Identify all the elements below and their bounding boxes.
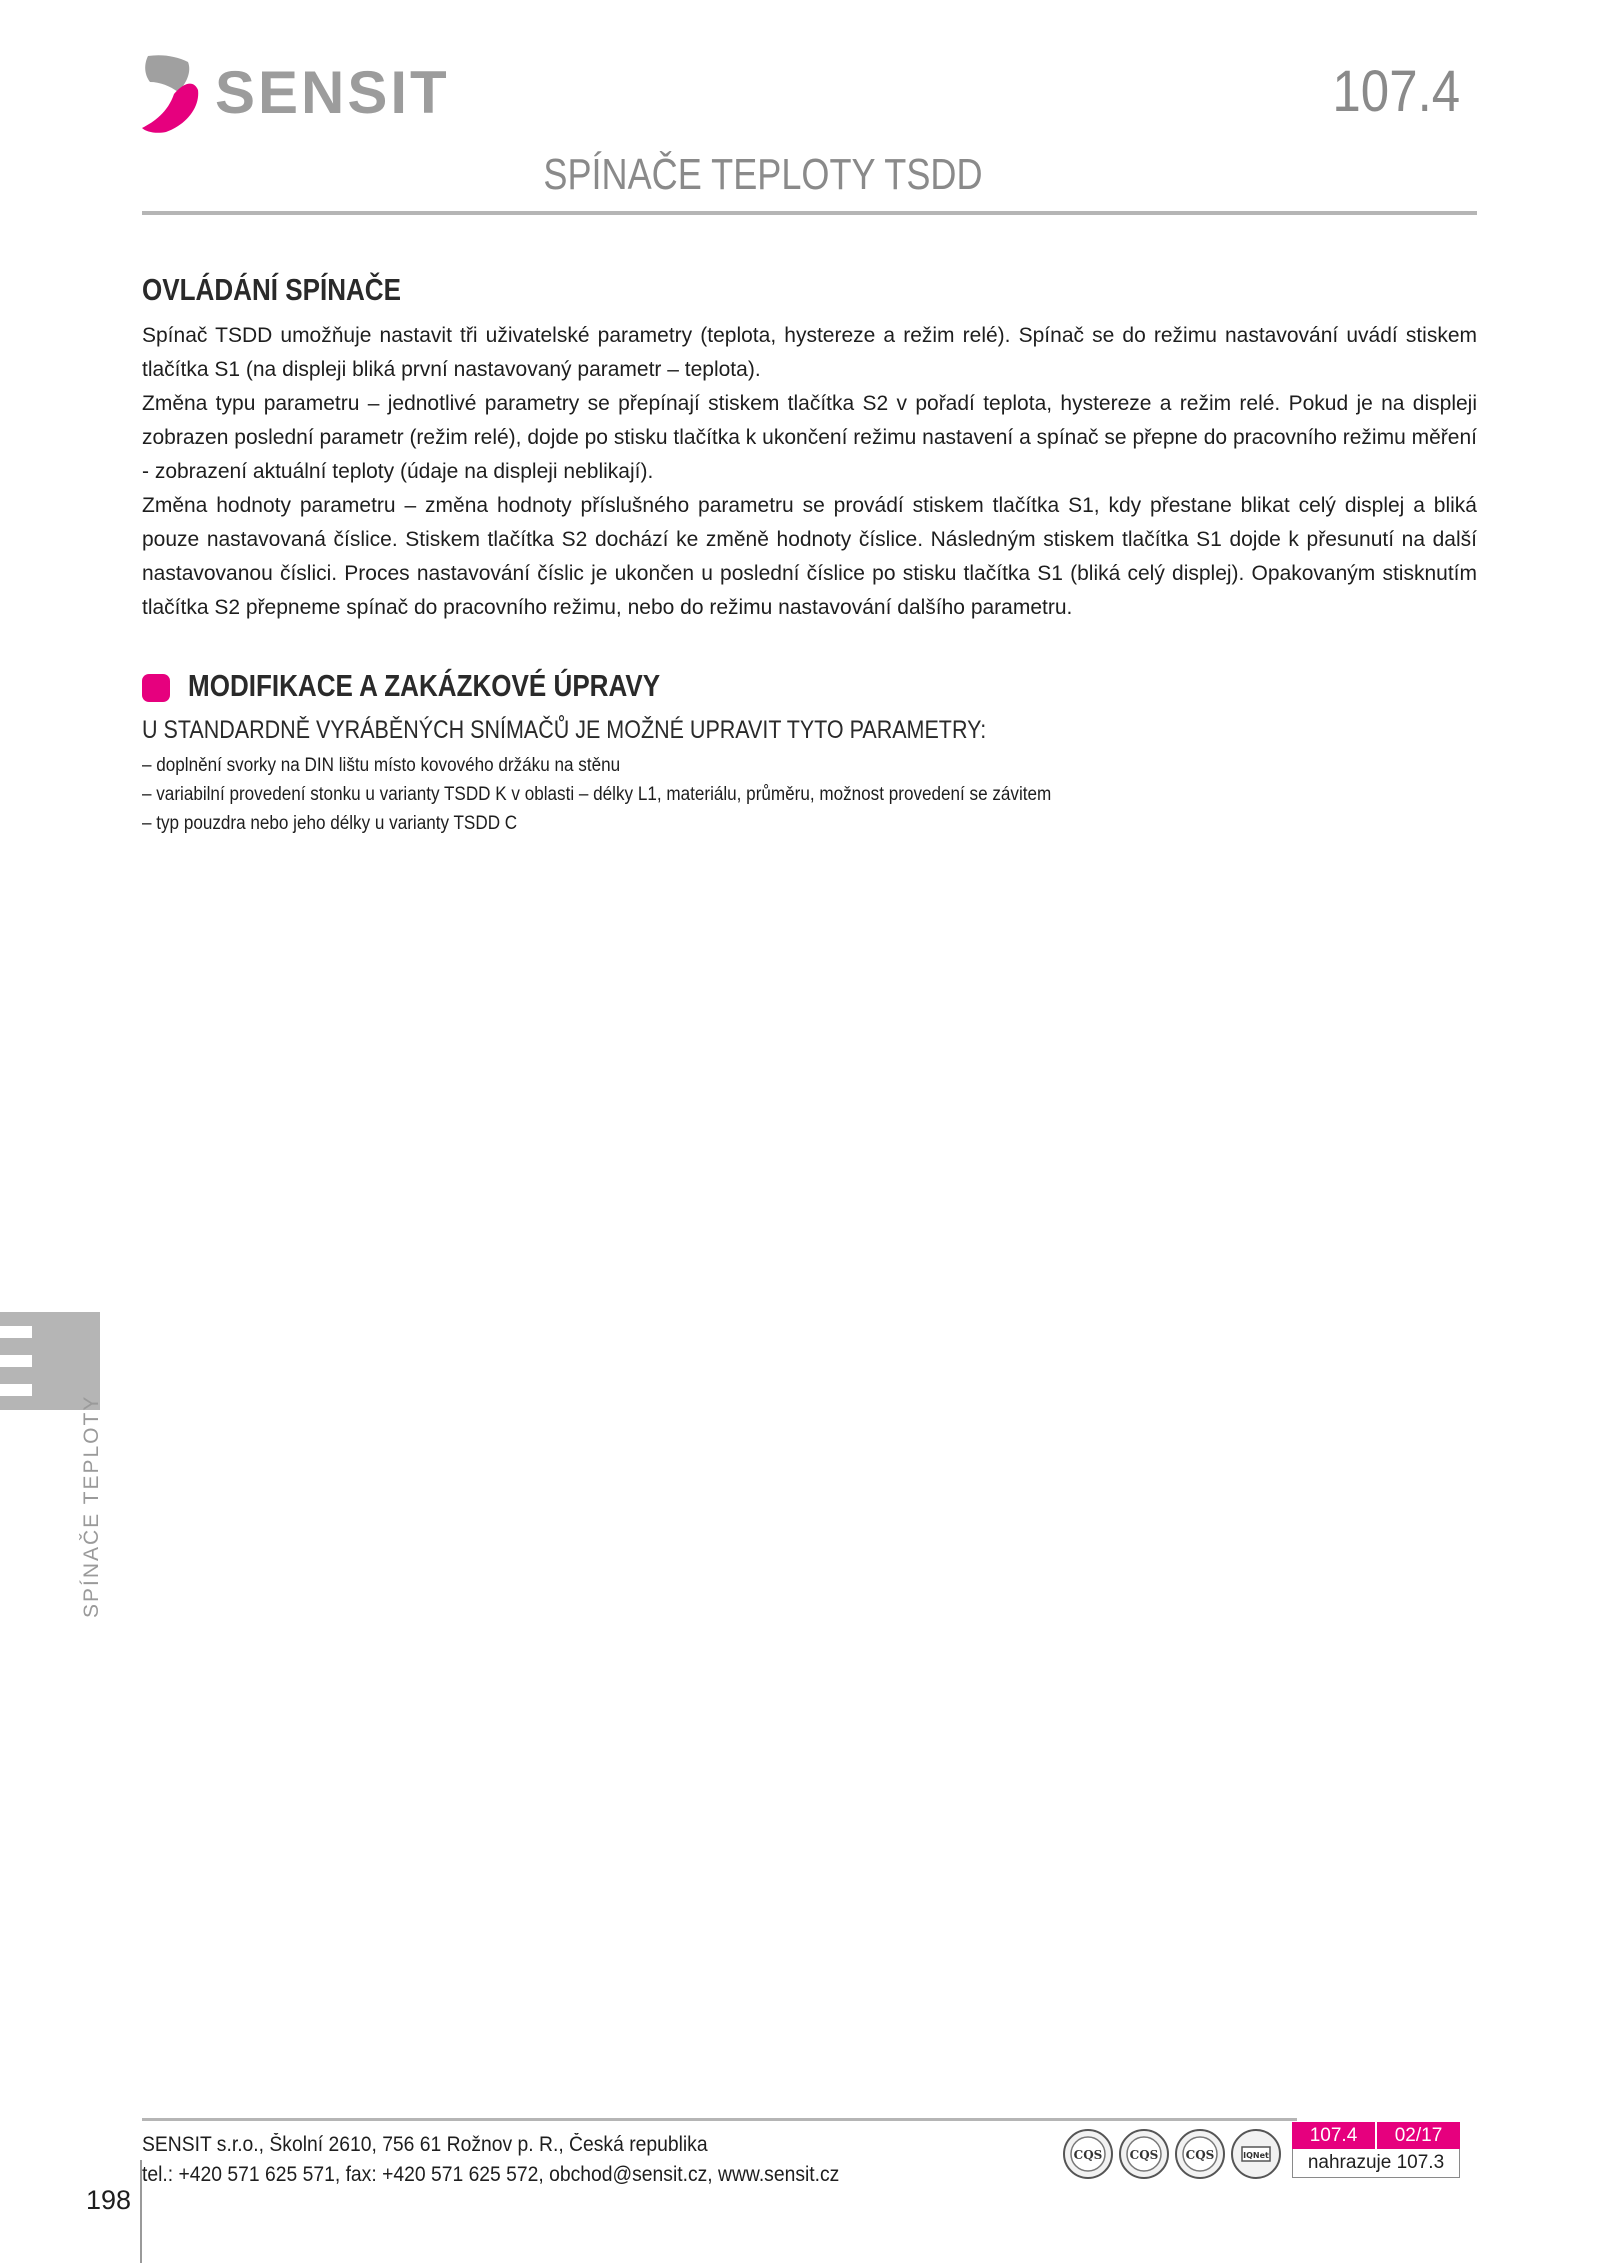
paragraph: Spínač TSDD umožňuje nastavit tři uživatelské parametry (teplota, hystereze a režim relé). Spínač se do režimu nastavování uvádí stiskem tlačítka S1 (na displeji bliká první nastavovaný parametr – teplota). bbox=[142, 324, 1477, 381]
certification-logos bbox=[1062, 2128, 1286, 2180]
cert-label: IQNet bbox=[1243, 2151, 1269, 2160]
cqs-cert-icon bbox=[1062, 2128, 1114, 2180]
footer-divider bbox=[142, 2118, 1297, 2121]
section-subheading: U STANDARDNĚ VYRÁBĚNÝCH SNÍMAČŮ JE MOŽNÉ UPRAVIT TYTO PARAMETRY: bbox=[142, 716, 987, 744]
list-item: – typ pouzdra nebo jeho délky u varianty TSDD C bbox=[142, 813, 518, 834]
iqnet-cert-icon bbox=[1230, 2128, 1282, 2180]
paragraph: Změna hodnoty parametru – změna hodnoty příslušného parametru se provádí stiskem tlačítka S1, kdy přestane blikat celý displej a bliká pouze nastavovaná číslice. Stiskem tlačítka S2 dochází ke změně hodnoty číslice. Následným stiskem tlačítka S1 dojde k přesunutí na další nastavovanou číslici. Proces nastavování číslic je ukončen u poslední číslice po stisku tlačítka S1 (bliká celý displej). Opakovaným stisknutím tlačítka S2 přepneme spínač do pracovního režimu, nebo do režimu nastavování dalšího parametru. bbox=[142, 494, 1477, 619]
address-line: SENSIT s.r.o., Školní 2610, 756 61 Rožnov p. R., Česká republika bbox=[142, 2133, 708, 2156]
cert-label: CQS bbox=[1185, 2148, 1215, 2162]
section-bullet-icon bbox=[142, 674, 170, 702]
footer-vertical-rule bbox=[140, 2160, 142, 2263]
cqs-cert-icon bbox=[1118, 2128, 1170, 2180]
cert-label: CQS bbox=[1129, 2148, 1159, 2162]
header-divider bbox=[142, 211, 1477, 215]
list-item: – variabilní provedení stonku u varianty TSDD K v oblasti – délky L1, materiálu, průměru, možnost provedení se závitem bbox=[142, 784, 1052, 805]
section-body-control bbox=[142, 319, 1477, 625]
revision-code: 107.4 bbox=[1292, 2122, 1377, 2149]
contact-line: tel.: +420 571 625 571, fax: +420 571 625 572, obchod@sensit.cz, www.sensit.cz bbox=[142, 2163, 840, 2186]
page-title: SPÍNAČE TEPLOTY TSDD bbox=[542, 150, 982, 199]
revision-date: 02/17 bbox=[1377, 2122, 1460, 2149]
logo-wordmark: SENSIT bbox=[215, 59, 450, 126]
side-tab-label: SPÍNAČE TEPLOTY bbox=[80, 1394, 103, 1618]
page-number: 198 bbox=[86, 2185, 132, 2215]
side-tab-stripe bbox=[0, 1355, 32, 1367]
cqs-cert-icon bbox=[1174, 2128, 1226, 2180]
revision-header bbox=[1292, 2122, 1460, 2149]
side-tab-stripe bbox=[0, 1326, 32, 1338]
section-heading-control: OVLÁDÁNÍ SPÍNAČE bbox=[142, 272, 401, 307]
document-number: 107.4 bbox=[1332, 59, 1460, 124]
list-item: – doplnění svorky na DIN lištu místo kovového držáku na stěnu bbox=[142, 755, 621, 776]
footer-address bbox=[142, 2130, 900, 2190]
revision-replaces: nahrazuje 107.3 bbox=[1292, 2149, 1460, 2178]
section-heading-modifications: MODIFIKACE A ZAKÁZKOVÉ ÚPRAVY bbox=[188, 668, 661, 703]
cert-label: CQS bbox=[1073, 2148, 1103, 2162]
paragraph: Změna typu parametru – jednotlivé parametry se přepínají stiskem tlačítka S2 v pořadí teplota, hystereze a režim relé. Pokud je na displeji zobrazen poslední parametr (režim relé), dojde po stisku tlačítka k ukončení režimu nastavení a spínač se přepne do pracovního režimu měření - zobrazení aktuální teploty (údaje na displeji neblikají). bbox=[142, 392, 1477, 483]
revision-box bbox=[1292, 2122, 1460, 2178]
side-tab-stripe bbox=[0, 1384, 32, 1396]
modification-list bbox=[142, 751, 1152, 838]
